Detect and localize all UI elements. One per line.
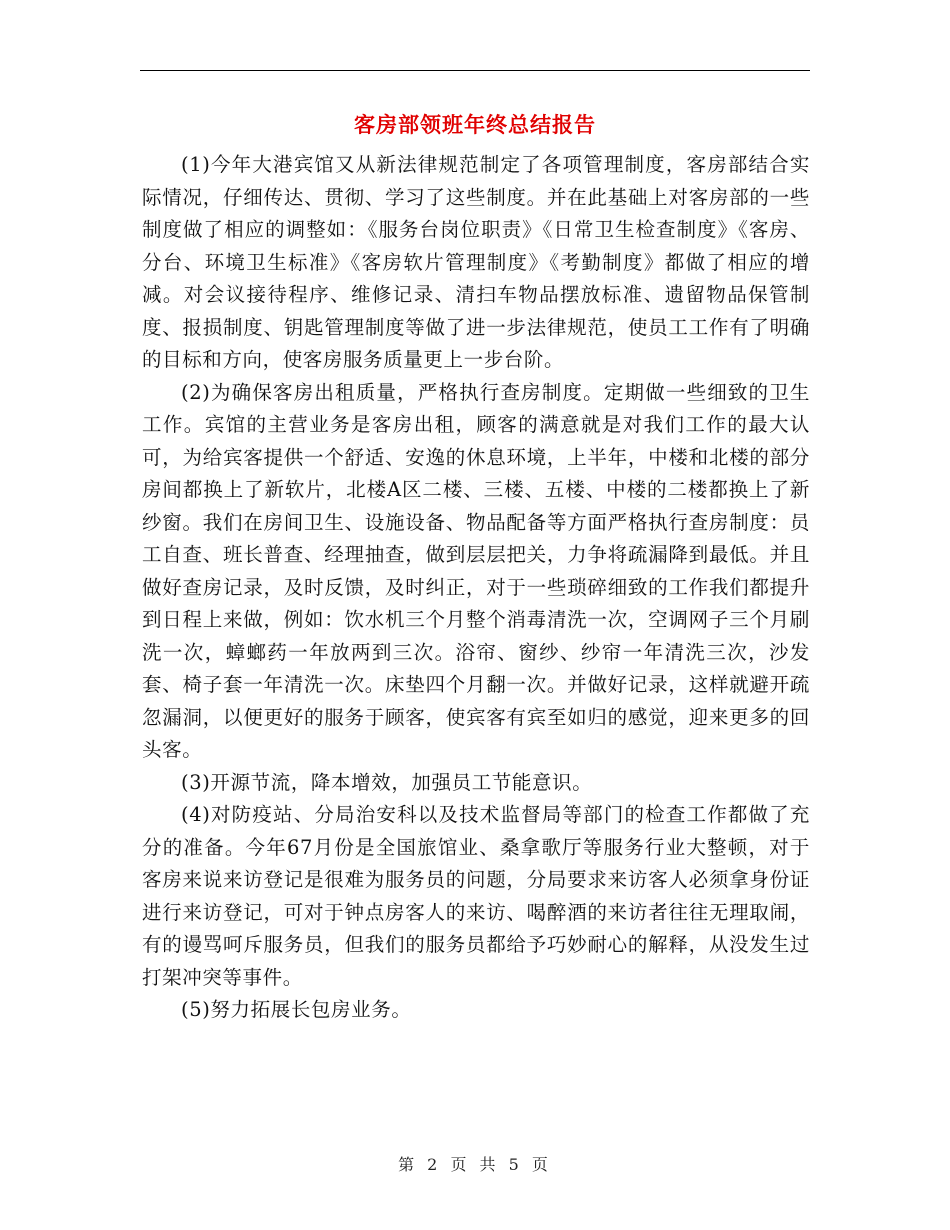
header-rule [140, 70, 810, 71]
paragraph-3: (3)开源节流，降本增效，加强员工节能意识。 [181, 770, 593, 794]
page-number-footer: 第 2 页 共 5 页 [398, 1155, 552, 1174]
document-body [142, 149, 810, 1027]
paragraph-5: (5)努力拓展长包房业务。 [181, 998, 412, 1021]
paragraph-1: (1)今年大港宾馆又从新法律规范制定了各项管理制度，客房部结合实际情况，仔细传达、贯彻、学习了这些制度。并在此基础上对客房部的一些制度做了相应的调整如：《服务台岗位职责》《日常卫生检查制度》《客房、分台、环境卫生标准》《客房软片管理制度》《考勤制度》都做了相应的增减。对会议接待程序、维修记录、清扫车物品摆放标准、遗留物品保管制度、报损制度、钥匙管理制度等做了进一步法律规范，使员工工作有了明确的目标和方向，使客房服务质量更上一步台阶。 [142, 153, 810, 371]
document-title: 客房部领班年终总结报告 [354, 112, 596, 137]
paragraph-2: (2)为确保客房出租质量，严格执行查房制度。定期做一些细致的卫生工作。宾馆的主营业务是客房出租，顾客的满意就是对我们工作的最大认可，为给宾客提供一个舒适、安逸的休息环境，上半年，中楼和北楼的部分房间都换上了新软片，北楼A区二楼、三楼、五楼、中楼的二楼都换上了新纱窗。我们在房间卫生、设施设备、物品配备等方面严格执行查房制度：员工自查、班长普查、经理抽查，做到层层把关，力争将疏漏降到最低。并且做好查房记录，及时反馈，及时纠正，对于一些琐碎细致的工作我们都提升到日程上来做，例如：饮水机三个月整个消毒清洗一次，空调网子三个月刷洗一次，蟑螂药一年放两到三次。浴帘、窗纱、纱帘一年清洗三次，沙发套、椅子套一年清洗一次。床垫四个月翻一次。并做好记录，这样就避开疏忽漏洞，以便更好的服务于顾客，使宾客有宾至如归的感觉，迎来更多的回头客。 [142, 380, 810, 761]
paragraph-4: (4)对防疫站、分局治安科以及技术监督局等部门的检查工作都做了充分的准备。今年67月份是全国旅馆业、桑拿歌厅等服务行业大整顿，对于客房来说来访登记是很难为服务员的问题，分局要求来访客人必须拿身份证进行来访登记，可对于钟点房客人的来访、喝醉酒的来访者往往无理取闹，有的谩骂呵斥服务员，但我们的服务员都给予巧妙耐心的解释，从没发生过打架冲突等事件。 [142, 803, 810, 989]
